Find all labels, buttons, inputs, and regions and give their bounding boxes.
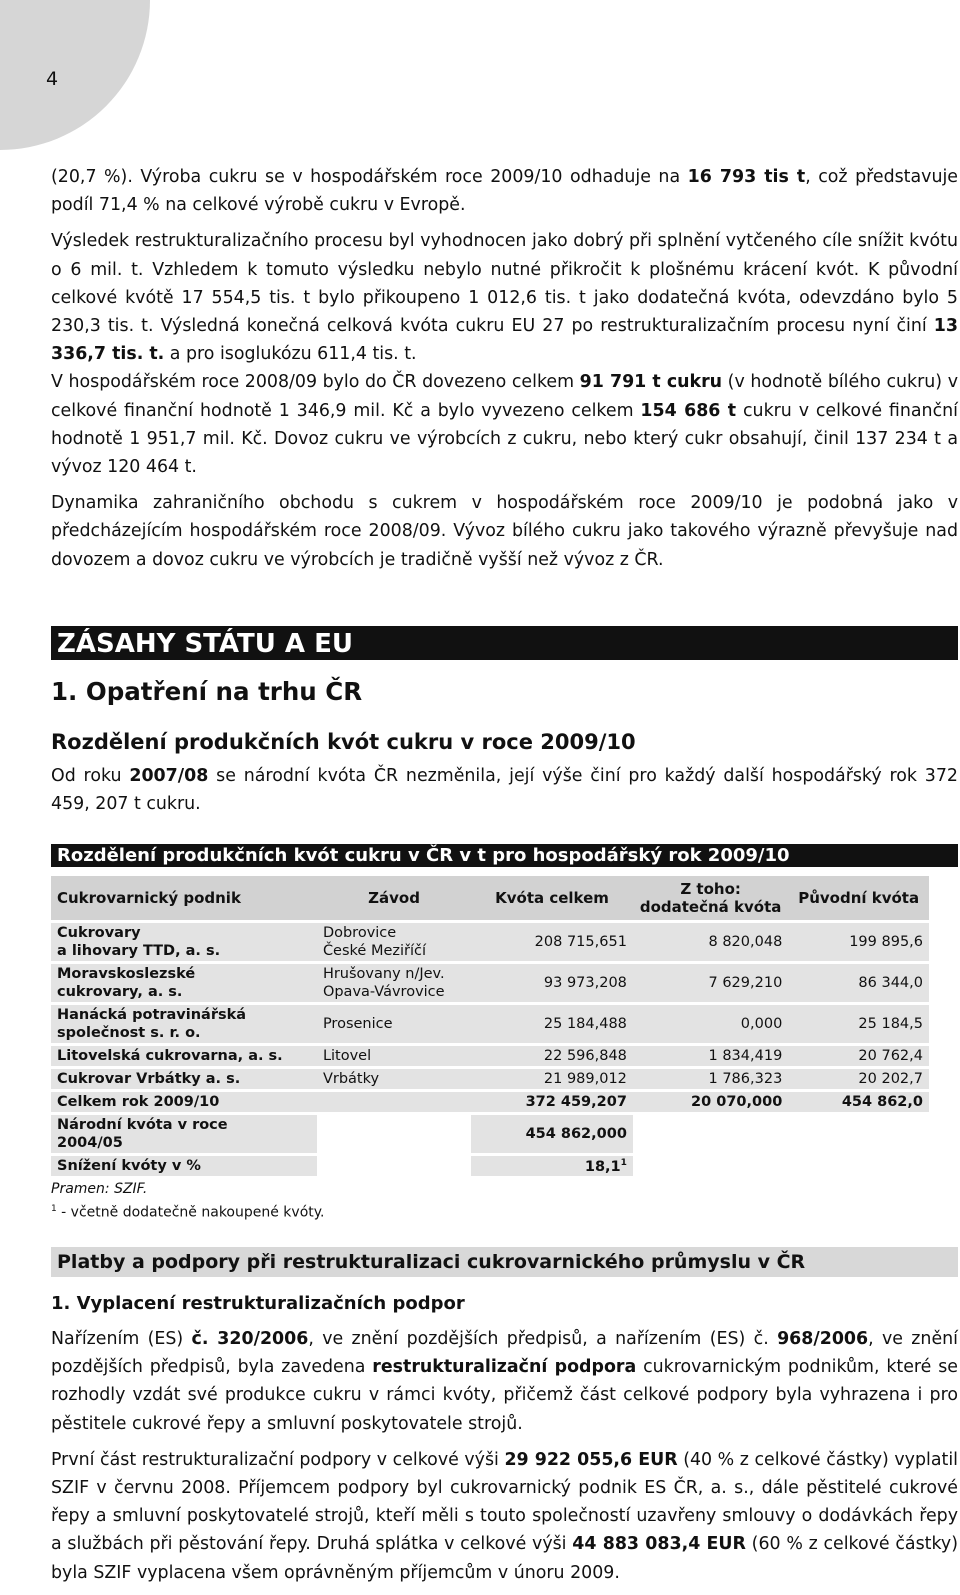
original-cell: 20 202,7 — [788, 1069, 929, 1089]
total-additional: 20 070,000 — [633, 1092, 788, 1112]
intro-paragraph-3: V hospodářském roce 2008/09 bylo do ČR dovezeno celkem 91 791 t cukru (v hodnotě bílého cukru) v celkové finanční hodnotě 1 346,9 mil. Kč a bylo vyvezeno celkem 154 686 t cukru v celkové finanční hodnotě 1 951,7 mil. Kč. Dovoz cukru ve výrobcích z cukru, nebo který cukr obsahují, činil 137 234 t a vývoz 120 464 t. — [51, 372, 958, 478]
table-footnote: $^1$ - včetně dodatečně nakoupené kvóty. — [51, 1204, 325, 1221]
table-title: Rozdělení produkčních kvót cukru v ČR v t pro hospodářský rok 2009/10 — [51, 844, 958, 867]
table-row — [51, 964, 929, 1002]
table-header-row — [51, 876, 929, 920]
topic-heading: Rozdělení produkčních kvót cukru v roce 2009/10 — [51, 729, 636, 754]
header-company: Cukrovarnický podnik — [51, 876, 317, 920]
plant-cell: Litovel — [317, 1046, 471, 1066]
reduction-row — [51, 1156, 929, 1176]
additional-cell: 1 786,323 — [633, 1069, 788, 1089]
original-cell: 20 762,4 — [788, 1046, 929, 1066]
table-source: Pramen: SZIF. — [51, 1181, 148, 1198]
original-cell: 86 344,0 — [788, 964, 929, 1002]
additional-cell: 8 820,048 — [633, 923, 788, 961]
table-row — [51, 1005, 929, 1043]
header-total: Kvóta celkem — [471, 876, 633, 920]
total-row — [51, 1092, 929, 1112]
header-original: Původní kvóta — [788, 876, 929, 920]
national-quota-value: 454 862,000 — [471, 1115, 633, 1153]
page-content — [51, 163, 958, 1595]
national-quota-row — [51, 1115, 929, 1153]
company-cell: Moravskoslezské cukrovary, a. s. — [51, 964, 317, 1002]
additional-cell: 7 629,210 — [633, 964, 788, 1002]
plant-cell: Prosenice — [317, 1005, 471, 1043]
additional-cell: 1 834,419 — [633, 1046, 788, 1066]
company-cell: Litovelská cukrovarna, a. s. — [51, 1046, 317, 1066]
section-paragraph: Od roku 2007/08 se národní kvóta ČR nezměnila, její výše činí pro každý další hospodářský rok 372 459, 207 t cukru. — [51, 765, 959, 815]
payments-paragraph-2: První část restrukturalizační podpory v celkové výši 29 922 055,6 EUR (40 % z celkové částky) vyplatil SZIF v červnu 2008. Příjemcem podpory byl cukrovarnický podnik ES ČR, a. s., dále pěstitelé cukrové řepy a smluvní poskytovatelé strojů, kteří měli s touto společností uzavřeny smlouvy o dodávkách řepy a službách při pěstování řepy. Druhá splátka v celkové výši 44 883 083,4 EUR (60 % z celkové částky) byla SZIF vyplacena všem oprávněným příjemcům v únoru 2009. — [51, 1449, 958, 1583]
intro-paragraph-4: Dynamika zahraničního obchodu s cukrem v hospodářském roce 2009/10 je podobná jako v předcházejícím hospodářském roce 2008/09. Vývoz bílého cukru jako takového výrazně převyšuje nad dovozem a dovoz cukru ve výrobcích je tradičně vyšší než vývoz z ČR. — [51, 493, 958, 570]
table-row — [51, 1046, 929, 1066]
company-cell: Cukrovar Vrbátky a. s. — [51, 1069, 317, 1089]
total-cell: 21 989,012 — [471, 1069, 633, 1089]
payments-subheading: 1. Vyplacení restrukturalizačních podpor — [51, 1292, 465, 1314]
national-quota-label: Národní kvóta v roce 2004/05 — [51, 1115, 317, 1153]
total-cell: 208 715,651 — [471, 923, 633, 961]
plant-cell: Vrbátky — [317, 1069, 471, 1089]
quota-table — [51, 873, 929, 1179]
total-cell: 22 596,848 — [471, 1046, 633, 1066]
company-cell: Cukrovary a lihovary TTD, a. s. — [51, 923, 317, 961]
page-corner-tab — [0, 0, 150, 150]
reduction-label: Snížení kvóty v % — [51, 1156, 317, 1176]
total-label: Celkem rok 2009/10 — [51, 1092, 317, 1112]
subsection-heading: 1. Opatření na trhu ČR — [51, 676, 363, 706]
total-original: 454 862,0 — [788, 1092, 929, 1112]
plant-cell: Dobrovice České Meziříčí — [317, 923, 471, 961]
intro-paragraph-1: (20,7 %). Výroba cukru se v hospodářském roce 2009/10 odhaduje na 16 793 tis t, což představuje podíl 71,4 % na celkové výrobě cukru v Evropě. — [51, 167, 958, 216]
page-number: 4 — [46, 68, 59, 90]
original-cell: 25 184,5 — [788, 1005, 929, 1043]
company-cell: Hanácká potravinářská společnost s. r. o. — [51, 1005, 317, 1043]
total-cell: 25 184,488 — [471, 1005, 633, 1043]
payments-heading: Platby a podpory při restrukturalizaci cukrovarnického průmyslu v ČR — [51, 1247, 958, 1277]
total-plant-empty — [317, 1092, 471, 1112]
table-row — [51, 923, 929, 961]
intro-paragraph-2: Výsledek restrukturalizačního procesu byl vyhodnocen jako dobrý při splnění vytčeného cíle snížit kvótu o 6 mil. t. Vzhledem k tomuto výsledku nebylo nutné přikročit k plošnému krácení kvót. K původní celkové kvótě 17 554,5 tis. t bylo přikoupeno 1 012,6 tis. t jako dodatečná kvóta, odevzdáno bylo 5 230,3 tis. t. Výsledná konečná celková kvóta cukru EU 27 po restrukturalizačním procesu nyní činí 13 336,7 tis. t. a pro isoglukózu 611,4 tis. t. — [51, 231, 958, 365]
original-cell: 199 895,6 — [788, 923, 929, 961]
total-quota: 372 459,207 — [471, 1092, 633, 1112]
total-cell: 93 973,208 — [471, 964, 633, 1002]
section-heading: ZÁSAHY STÁTU A EU — [51, 626, 958, 660]
header-plant: Závod — [317, 876, 471, 920]
additional-cell: 0,000 — [633, 1005, 788, 1043]
plant-cell: Hrušovany n/Jev. Opava-Vávrovice — [317, 964, 471, 1002]
payments-paragraph-1: Nařízením (ES) č. 320/2006, ve znění pozdějších předpisů, a nařízením (ES) č. 968/2006, ve znění pozdějších předpisů, byla zavedena restrukturalizační podpora cukrovarnickým podnikům, které se rozhodly vzdát své produkce cukru v rámci kvóty, přičemž část celkové podpory byla vyhrazena i pro pěstitele cukrové řepy a smluvní poskytovatele strojů. — [51, 1328, 959, 1434]
reduction-value: 18,1$^1$ — [471, 1156, 633, 1176]
header-additional: Z toho: dodatečná kvóta — [633, 876, 788, 920]
table-row — [51, 1069, 929, 1089]
